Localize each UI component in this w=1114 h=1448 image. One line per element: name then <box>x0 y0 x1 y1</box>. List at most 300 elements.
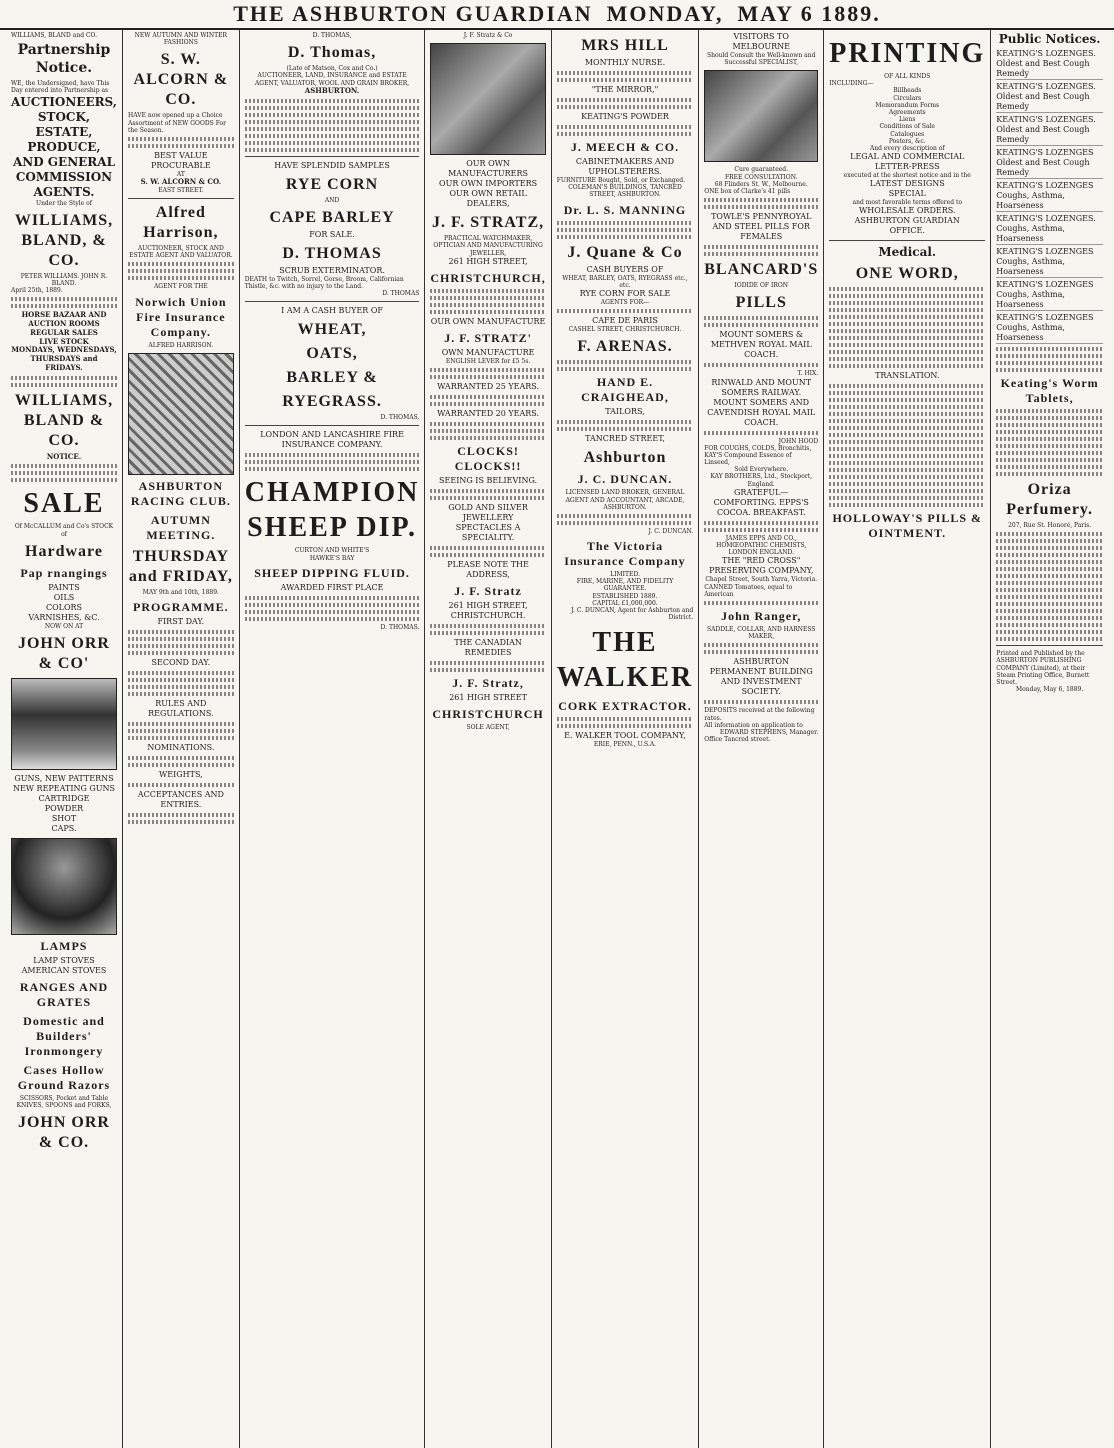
body-text-lines <box>557 514 693 518</box>
nominations: NOMINATIONS. <box>147 743 215 752</box>
and: AND <box>324 196 340 204</box>
body-text-lines <box>829 440 985 444</box>
lamps: LAMPS <box>40 938 88 953</box>
jfs-city: CHRISTCHURCH, <box>430 270 546 285</box>
towle: TOWLE'S PENNYROYAL AND STEEL PILLS FOR FEMALES <box>711 212 812 242</box>
dthomas4: D. THOMAS. <box>380 623 420 631</box>
print-item-9: And every description of <box>869 144 945 152</box>
oils: OILS <box>53 592 75 602</box>
own-mfg: OUR OWN MANUFACTURE <box>430 316 546 326</box>
body-text-lines <box>430 496 545 500</box>
body-text-lines <box>829 475 985 479</box>
victoria: The Victoria Insurance Company <box>564 539 686 569</box>
crop-wheat: WHEAT, <box>297 321 367 339</box>
body-text-lines <box>996 458 1103 462</box>
body-text-lines <box>128 685 234 689</box>
sale-days: MONDAYS, WEDNESDAYS, THURSDAYS and FRIDAYS. <box>11 345 117 372</box>
column-8 <box>991 30 1108 1448</box>
first-day: FIRST DAY. <box>157 617 205 626</box>
body-text-lines <box>829 322 985 326</box>
body-text-lines <box>128 269 234 273</box>
body-text-lines <box>996 416 1103 420</box>
body-text-lines <box>829 287 985 291</box>
manufacturers: OUR OWN MANUFACTURERS <box>448 159 529 179</box>
duncan2: J. C. DUNCAN. <box>648 527 694 535</box>
walker-co: E. WALKER TOOL COMPANY, <box>564 731 686 741</box>
programme: PROGRAMME. <box>133 600 229 614</box>
column-6 <box>699 30 824 1448</box>
body-text-lines <box>996 630 1103 634</box>
buildings: COLEMAN'S BUILDINGS, TANCRED STREET, ASHBURTON. <box>568 184 682 199</box>
body-text-lines <box>430 296 545 300</box>
worm-tablets: Keating's Worm Tablets, <box>1000 376 1099 405</box>
body-text-lines <box>11 383 117 387</box>
body-text-lines <box>704 316 818 320</box>
body-text-lines <box>704 205 818 209</box>
body-text-lines <box>996 616 1103 620</box>
body-text-lines <box>245 127 420 131</box>
sale-heading: SALE <box>23 488 105 520</box>
body-text-lines <box>245 460 420 464</box>
ranges: RANGES AND GRATES <box>19 979 109 1009</box>
epps2: JAMES EPPS AND CO., HOMŒOPATHIC CHEMISTS, LONDON ENGLAND. <box>716 534 807 557</box>
harrison-role: AUCTIONEER, STOCK AND ESTATE AGENT AND VALUATOR. <box>129 245 233 260</box>
pills: PILLS <box>735 294 787 312</box>
body-text-lines <box>829 329 985 333</box>
body-text-lines <box>245 141 420 145</box>
body-text-lines <box>996 560 1103 564</box>
body-text-lines <box>557 724 693 728</box>
keating-2: KEATING'S LOZENGES. Oldest and Best Cough Remedy <box>996 82 1103 113</box>
coach: MOUNT SOMERS AND CAVENDISH ROYAL MAIL COACH. <box>707 397 816 427</box>
american-stoves: AMERICAN STOVES <box>21 965 107 975</box>
body-text-lines <box>128 756 234 760</box>
manning: Dr. L. S. MANNING <box>563 202 687 217</box>
lamp-stoves: LAMP STOVES <box>33 955 95 965</box>
body-text-lines <box>557 78 693 82</box>
victoria-ltd: LIMITED. <box>610 571 640 579</box>
agents-for: AGENTS FOR— <box>600 298 650 306</box>
grain: WHEAT, BARLEY, OATS, RYEGRASS etc., etc. <box>562 274 688 289</box>
body-text-lines <box>996 623 1103 627</box>
nurse-role: MONTHLY NURSE. <box>584 58 666 67</box>
body-text-lines <box>829 461 985 465</box>
body-text-lines <box>128 820 234 824</box>
column-4 <box>425 30 551 1448</box>
divider <box>128 198 234 199</box>
body-text-lines <box>245 617 420 621</box>
body-text-lines <box>829 364 985 368</box>
body-text-lines <box>557 360 693 364</box>
tancred: TANCRED STREET, <box>585 434 665 444</box>
ashburton: Ashburton <box>583 449 667 467</box>
sold: Sold Everywhere. <box>734 466 789 474</box>
print-item-8: Posters, &c. <box>888 137 926 145</box>
body-text-lines <box>704 700 818 704</box>
body-text-lines <box>245 106 420 110</box>
partnership-title: Partnership Notice. <box>17 42 111 76</box>
cork: CORK EXTRACTOR. <box>558 699 692 714</box>
merchant-name: JOHN ORR & CO' <box>17 634 110 672</box>
rules: RULES AND REGULATIONS. <box>148 699 214 718</box>
thomas-prev: (Late of Matson, Cox and Co.) <box>286 65 378 73</box>
body-text-lines <box>245 603 420 607</box>
spectacles: SPECTACLES A SPECIALITY. <box>455 522 521 542</box>
body-text-lines <box>829 398 985 402</box>
body-text-lines <box>128 630 234 634</box>
jfs4: J. F. Stratz, <box>452 675 524 690</box>
body-text-lines <box>829 433 985 437</box>
chapel: Chapel Street, South Yarra, Victoria. <box>705 576 818 584</box>
dthomas3: D. THOMAS. <box>380 414 420 422</box>
building-society: ASHBURTON PERMANENT BUILDING AND INVESTMENT SOCIETY. <box>709 657 813 697</box>
body-text-lines <box>829 412 985 416</box>
canned: CANNED Tomatoes, equal to American <box>704 583 793 598</box>
quane: J. Quane & Co <box>567 243 683 261</box>
body-text-lines <box>430 661 545 665</box>
body-text-lines <box>128 276 234 280</box>
divider <box>829 240 985 241</box>
body-text-lines <box>996 546 1103 550</box>
partnership-intro: WE, the Undersigned, have This Day entered into Partnership as <box>11 80 110 95</box>
regular-sales: REGULAR SALES <box>30 327 98 337</box>
body-text-lines <box>557 309 693 313</box>
alcorn-shop: S. W. ALCORN & CO. <box>140 177 222 187</box>
visitors: VISITORS TO MELBOURNE <box>732 32 790 51</box>
body-text-lines <box>996 347 1103 351</box>
column-1 <box>6 30 123 1448</box>
body-text-lines <box>11 297 117 301</box>
partnership-style: Under the Style of <box>36 199 92 207</box>
body-text-lines <box>128 783 234 787</box>
arenas: F. ARENAS. <box>577 338 673 356</box>
live-stock: LIVE STOCK <box>39 336 89 346</box>
ironmongery: Domestic and Builders' Ironmongery <box>23 1013 105 1058</box>
body-text-lines <box>996 637 1103 641</box>
body-text-lines <box>704 245 818 249</box>
body-text-lines <box>996 437 1103 441</box>
capital: CAPITAL £1,000,000. <box>592 599 658 607</box>
body-text-lines <box>829 301 985 305</box>
body-text-lines <box>829 489 985 493</box>
body-text-lines <box>430 368 545 372</box>
keating-1: KEATING'S LOZENGES. Oldest and Best Cough Remedy <box>996 49 1103 80</box>
body-text-lines <box>829 405 985 409</box>
dthomas2: D. THOMAS <box>382 290 420 298</box>
keating-4: KEATING'S LOZENGES Oldest and Best Cough Remedy <box>996 148 1103 179</box>
cafe-addr: CASHEL STREET, CHRISTCHURCH. <box>568 326 682 334</box>
rifles-line: NEW REPEATING GUNS <box>12 783 116 793</box>
saddle: SADDLE, COLLAR, AND HARNESS MAKER, <box>706 625 816 641</box>
body-text-lines <box>11 464 117 468</box>
body-text-lines <box>829 496 985 500</box>
divider <box>245 425 420 426</box>
body-text-lines <box>829 343 985 347</box>
gun-illustration <box>11 678 117 770</box>
print-item-4: Agreements <box>888 108 926 116</box>
cafe: CAFE DE PARIS <box>592 316 658 326</box>
body-text-lines <box>829 315 985 319</box>
cash-buyers: CASH BUYERS OF <box>586 264 664 274</box>
free: FREE CONSULTATION. <box>724 173 798 181</box>
orr-footer: JOHN ORR & CO. <box>17 1114 110 1152</box>
latest: LATEST DESIGNS <box>869 179 945 189</box>
body-text-lines <box>245 148 420 152</box>
body-text-lines <box>430 395 545 399</box>
body-text-lines <box>996 574 1103 578</box>
body-text-lines <box>996 361 1103 365</box>
partnership-signers: PETER WILLIAMS. JOHN R. BLAND. <box>20 272 108 287</box>
racing-club: ASHBURTON RACING CLUB. <box>130 478 231 508</box>
sale-of: Of McCALLUM and Co's STOCK of <box>14 523 114 538</box>
info: All information on application to <box>704 721 803 729</box>
keating: KEATING'S POWDER <box>581 112 669 121</box>
body-text-lines <box>430 436 545 440</box>
special: SPECIAL <box>888 189 926 199</box>
jfs3-city: CHRISTCHURCH. <box>450 610 526 620</box>
body-text-lines <box>704 431 818 435</box>
body-text-lines <box>557 132 693 136</box>
print-item-6: Conditions of Sale <box>879 123 935 131</box>
body-text-lines <box>128 678 234 682</box>
body-text-lines <box>996 430 1103 434</box>
thomas-role: AUCTIONEER, LAND, INSURANCE and ESTATE AGENT, VALUATOR, WOOL AND GRAIN BROKER, <box>254 72 410 87</box>
body-text-lines <box>704 363 818 367</box>
thomas-town: ASHBURTON. <box>304 85 360 95</box>
partnership-firm: WILLIAMS, BLAND, & CO. <box>14 211 114 269</box>
acceptances: ACCEPTANCES AND ENTRIES. <box>137 790 224 809</box>
lever: OWN MANUFACTURE <box>441 347 535 357</box>
holloway: HOLLOWAY'S PILLS & OINTMENT. <box>832 511 983 541</box>
body-text-lines <box>245 596 420 600</box>
body-text-lines <box>557 71 693 75</box>
jfs: J. F. STRATZ, <box>432 214 545 232</box>
guardian-office-2: OFFICE. <box>889 226 925 236</box>
workshop-illustration <box>430 43 545 155</box>
keating-6: KEATING'S LOZENGES. Coughs, Asthma, Hoarseness <box>996 214 1103 245</box>
established: ESTABLISHED 1889. <box>592 592 658 600</box>
masthead <box>0 0 1114 30</box>
body-text-lines <box>996 602 1103 606</box>
body-text-lines <box>996 581 1103 585</box>
body-text-lines <box>430 553 545 557</box>
print-item-5: Liens <box>899 116 916 124</box>
razors: Cases Hollow Ground Razors <box>17 1062 111 1092</box>
body-text-lines <box>11 376 117 380</box>
insurance: LONDON AND LANCASHIRE FIRE INSURANCE COMPANY. <box>260 430 404 450</box>
body-text-lines <box>245 467 420 471</box>
body-text-lines <box>128 736 234 740</box>
body-text-lines <box>557 105 693 109</box>
body-text-lines <box>557 427 693 431</box>
body-text-lines <box>829 426 985 430</box>
duncan: J. C. DUNCAN. <box>577 472 673 487</box>
body-text-lines <box>829 357 985 361</box>
scrub: SCRUB EXTERMINATOR. <box>279 265 385 275</box>
body-text-lines <box>245 113 420 117</box>
body-text-lines <box>430 375 545 379</box>
executed: executed at the shortest notice and in the <box>843 172 971 180</box>
body-text-lines <box>128 722 234 726</box>
varnishes: VARNISHES, &C. <box>28 612 100 622</box>
translation: TRANSLATION. <box>875 371 940 381</box>
alcorn-firm: S. W. ALCORN & CO. <box>133 51 229 109</box>
body-text-lines <box>996 567 1103 571</box>
hood: JOHN HOOD <box>778 437 819 445</box>
body-text-lines <box>557 125 693 129</box>
notice-title: NOTICE. <box>46 451 82 461</box>
autumn-meeting: AUTUMN MEETING. <box>146 512 216 542</box>
terms: and most favorable terms offered to <box>852 199 962 207</box>
cure: Cure guaranteed. <box>734 166 789 174</box>
body-text-lines <box>829 308 985 312</box>
body-text-lines <box>704 643 818 647</box>
rye-sale: RYE CORN FOR SALE <box>579 288 671 298</box>
one-word: ONE WORD, <box>855 265 959 283</box>
body-text-lines <box>996 354 1103 358</box>
ranger: John Ranger, <box>721 608 802 623</box>
divider <box>996 645 1103 646</box>
clarke: ONE box of Clarke's 41 pills <box>704 187 791 195</box>
body-text-lines <box>829 454 985 458</box>
column-5 <box>552 30 699 1448</box>
jfs2: J. F. STRATZ' <box>444 330 532 345</box>
consult: Should Consult the Well-known and Successful SPECIALIST, <box>706 52 816 67</box>
print-item-1: Billheads <box>893 87 922 95</box>
keating-9: KEATING'S LOZENGES Coughs, Asthma, Hoarseness <box>996 313 1103 344</box>
body-text-lines <box>557 367 693 371</box>
horse-bazaar: HORSE BAZAAR AND AUCTION ROOMS <box>21 310 107 329</box>
jfs3-addr: 261 HIGH STREET, <box>448 600 528 610</box>
buyer: I AM A CASH BUYER OF <box>281 306 383 316</box>
best-value: BEST VALUE PROCURABLE <box>151 150 211 170</box>
body-text-lines <box>996 588 1103 592</box>
body-text-lines <box>430 289 545 293</box>
jfs3: J. F. Stratz <box>454 583 522 598</box>
body-text-lines <box>430 402 545 406</box>
body-text-lines <box>829 468 985 472</box>
guns-line: GUNS, NEW PATTERNS <box>14 773 114 783</box>
importers: OUR OWN IMPORTERS <box>439 179 538 189</box>
body-text-lines <box>557 98 693 102</box>
caps-line: CAPS. <box>51 823 77 833</box>
partnership-date: April 25th, 1889. <box>11 287 63 295</box>
rye-corn: RYE CORN <box>285 175 379 193</box>
kay-makers: KAY BROTHERS, Ltd., Stockport, England. <box>710 473 813 488</box>
warr-25: WARRANTED 25 YEARS. <box>437 381 540 391</box>
agent-for: AGENT FOR THE <box>153 283 208 291</box>
body-text-lines <box>11 471 117 475</box>
norwich-union: Norwich Union Fire Insurance Company. <box>135 294 227 339</box>
body-text-lines <box>557 235 693 239</box>
nurse-name: MRS HILL <box>581 37 669 54</box>
body-text-lines <box>996 368 1103 372</box>
body-text-lines <box>128 637 234 641</box>
dip-maker: CURTON AND WHITE'S <box>294 547 370 555</box>
print-item-7: Catalogues <box>890 130 925 138</box>
thomas-name: D. Thomas, <box>287 44 377 62</box>
body-text-lines <box>996 451 1103 455</box>
body-text-lines <box>829 447 985 451</box>
oriza-addr: 207, Rue St. Honoré, Paris. <box>1008 522 1092 529</box>
body-text-lines <box>128 813 234 817</box>
body-text-lines <box>430 489 545 493</box>
body-text-lines <box>557 420 693 424</box>
keating-3: KEATING'S LOZENGES. Oldest and Best Cough Remedy <box>996 115 1103 146</box>
body-text-lines <box>996 539 1103 543</box>
wholesale: WHOLESALE ORDERS. <box>859 206 956 216</box>
divider <box>245 301 420 302</box>
colors: COLORS <box>45 602 83 612</box>
second-day: SECOND DAY. <box>151 658 211 667</box>
body-text-lines <box>704 198 818 202</box>
body-text-lines <box>430 303 545 307</box>
paperhangings: Pap rnangings <box>20 565 108 580</box>
keating-8: KEATING'S LOZENGES Coughs, Asthma, Hoarseness <box>996 280 1103 311</box>
alcorn-street: EAST STREET. <box>158 186 204 194</box>
champion: CHAMPION SHEEP DIP. <box>244 477 420 544</box>
body-text-lines <box>430 631 545 635</box>
body-text-lines <box>128 137 234 141</box>
body-text-lines <box>829 419 985 423</box>
body-text-lines <box>996 423 1103 427</box>
body-text-lines <box>11 478 117 482</box>
meech: J. MEECH & CO. <box>570 140 680 154</box>
body-text-lines <box>557 521 693 525</box>
thomas-header: D. THOMAS, <box>312 32 352 39</box>
body-text-lines <box>245 120 420 124</box>
body-text-lines <box>128 763 234 767</box>
body-text-lines <box>557 221 693 225</box>
body-text-lines <box>829 294 985 298</box>
jfs-trade: PRACTICAL WATCHMAKER, OPTICIAN AND MANUFACTURING JEWELLER, <box>433 235 543 257</box>
issue-footer: Monday, May 6, 1889. <box>1015 686 1084 694</box>
english-lever: ENGLISH LEVER for £5 5s. <box>445 357 531 365</box>
craighead: HAND E. CRAIGHEAD, <box>581 375 669 405</box>
deposits: DEPOSITS received at the following rates. <box>704 707 815 722</box>
crop-ryegrass: RYEGRASS. <box>282 393 382 411</box>
fashions-header: NEW AUTUMN AND WINTER FASHIONS <box>134 32 228 47</box>
body-text-lines <box>996 409 1103 413</box>
erie: ERIE, PENN., U.S.A. <box>593 741 657 749</box>
hardware: Hardware <box>25 542 103 560</box>
alcorn-intro: HAVE now opened up a Choice Assortment of NEW GOODS For the Season. <box>127 112 227 134</box>
body-text-lines <box>996 595 1103 599</box>
at: AT <box>176 170 185 178</box>
coughs: FOR COUGHS, COLDS, Bronchitis, <box>704 444 812 452</box>
cabinet: CABINETMAKERS AND UPHOLSTERERS. <box>575 157 675 176</box>
body-text-lines <box>11 304 117 308</box>
clocks: CLOCKS! CLOCKS!! <box>454 443 522 473</box>
jfs-addr: 261 HIGH STREET, <box>448 256 528 266</box>
body-text-lines <box>128 729 234 733</box>
body-text-lines <box>996 472 1103 476</box>
specialist-illustration <box>704 70 818 162</box>
tailors: TAILORS, <box>605 407 645 417</box>
guardian-office: ASHBURTON GUARDIAN <box>854 216 960 226</box>
letterpress: LETTER-PRESS <box>874 162 940 172</box>
iodide: IODIDE OF IRON <box>734 282 789 290</box>
powder-line: POWDER <box>44 803 84 813</box>
victoria-agent: J. C. DUNCAN, Agent for Ashburton and District. <box>571 607 694 622</box>
paper-name: THE ASHBURTON GUARDIAN <box>233 1 593 26</box>
retailers: OUR OWN RETAIL DEALERS, <box>449 189 527 209</box>
body-text-lines <box>245 610 420 614</box>
warr-20: WARRANTED 20 YEARS. <box>437 408 540 418</box>
column-2 <box>123 30 240 1448</box>
samples: HAVE SPLENDID SAMPLES <box>274 160 390 170</box>
body-text-lines <box>996 465 1103 469</box>
